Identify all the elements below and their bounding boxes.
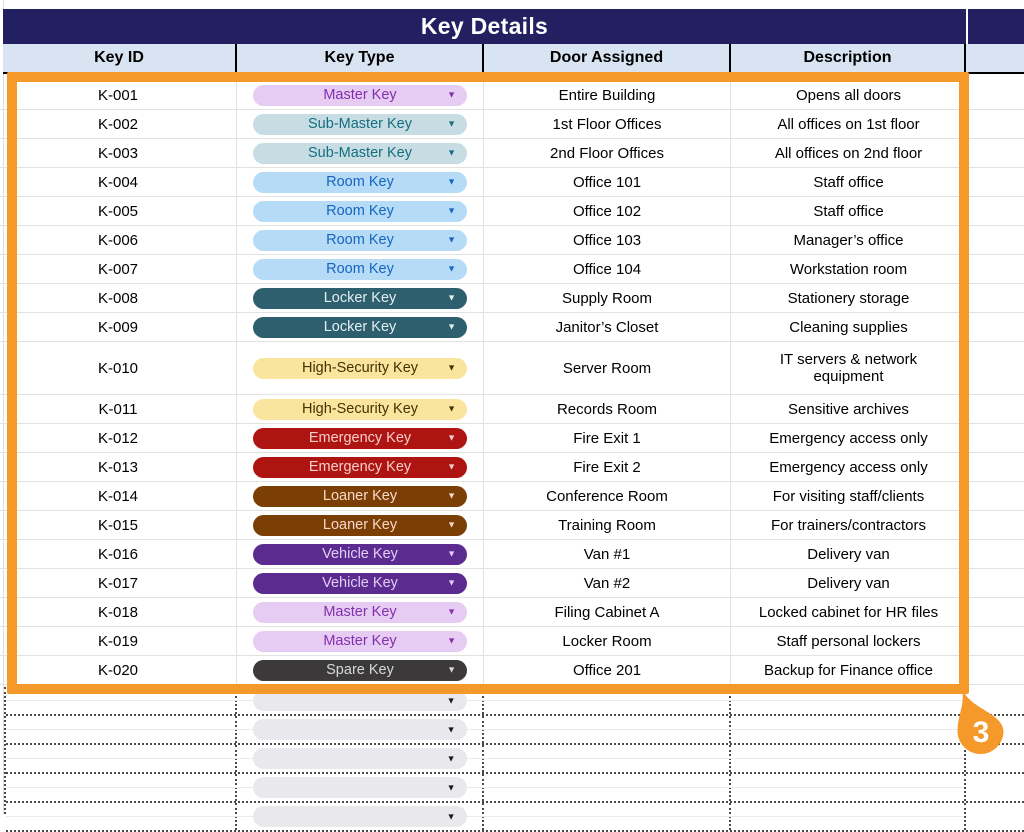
table-body bbox=[0, 81, 1024, 685]
key-type-dropdown[interactable] bbox=[253, 172, 467, 193]
key-type-dropdown[interactable] bbox=[253, 806, 467, 827]
table-row bbox=[0, 139, 1024, 168]
sheet-gridline bbox=[6, 729, 963, 730]
key-id-cell: K-019 bbox=[0, 627, 237, 655]
door-assigned-cell: Office 101 bbox=[484, 168, 731, 196]
table-row bbox=[0, 197, 1024, 226]
description-cell bbox=[731, 139, 966, 167]
key-type-dropdown[interactable] bbox=[253, 544, 467, 565]
key-type-cell bbox=[237, 687, 484, 714]
description-text: All offices on 2nd floor bbox=[774, 144, 923, 162]
description-cell bbox=[731, 110, 966, 138]
column-header-row bbox=[3, 44, 1024, 74]
key-type-dropdown[interactable] bbox=[253, 288, 467, 309]
key-type-dropdown[interactable] bbox=[253, 486, 467, 507]
dropdown-arrow-icon: ▼ bbox=[447, 176, 456, 187]
key-type-cell bbox=[237, 424, 484, 452]
description-cell bbox=[731, 569, 966, 597]
key-type-label: Emergency Key bbox=[308, 430, 412, 446]
key-type-label: Locker Key bbox=[323, 290, 397, 306]
door-assigned-cell: Entire Building bbox=[484, 81, 731, 109]
key-type-cell bbox=[237, 342, 484, 394]
description-text: For visiting staff/clients bbox=[772, 487, 925, 505]
key-type-label: Loaner Key bbox=[322, 517, 398, 533]
description-text: For trainers/contractors bbox=[770, 516, 927, 534]
key-type-cell bbox=[237, 139, 484, 167]
dropdown-arrow-icon: ▼ bbox=[447, 461, 456, 472]
key-id-cell: K-014 bbox=[0, 482, 237, 510]
dropdown-arrow-icon: ▼ bbox=[447, 234, 456, 245]
table-row bbox=[0, 482, 1024, 511]
description-text: IT servers & network equipment bbox=[779, 351, 918, 385]
key-type-label: Sub-Master Key bbox=[308, 145, 412, 161]
dropdown-arrow-icon: ▼ bbox=[447, 548, 456, 559]
key-id-cell: K-002 bbox=[0, 110, 237, 138]
dropdown-arrow-icon: ▼ bbox=[447, 263, 456, 274]
column-header-key-id: Key ID bbox=[3, 44, 237, 72]
overflow-cell bbox=[966, 482, 1024, 510]
key-id-cell: K-013 bbox=[0, 453, 237, 481]
overflow-cell bbox=[966, 226, 1024, 254]
key-id-cell: K-009 bbox=[0, 313, 237, 341]
table-row bbox=[0, 81, 1024, 110]
key-type-dropdown[interactable] bbox=[253, 631, 467, 652]
door-assigned-cell: 2nd Floor Offices bbox=[484, 139, 731, 167]
table-title: Key Details bbox=[420, 13, 549, 39]
key-type-label: Master Key bbox=[323, 604, 397, 620]
table-row bbox=[0, 424, 1024, 453]
description-text: Backup for Finance office bbox=[764, 661, 933, 679]
key-type-dropdown[interactable] bbox=[253, 230, 467, 251]
description-cell bbox=[731, 627, 966, 655]
key-type-label: Room Key bbox=[326, 174, 394, 190]
table-row bbox=[0, 453, 1024, 482]
key-type-dropdown[interactable] bbox=[253, 602, 467, 623]
column-header-key-type: Key Type bbox=[237, 44, 484, 72]
key-type-dropdown[interactable] bbox=[253, 259, 467, 280]
overflow-cell bbox=[966, 81, 1024, 109]
empty-table-row bbox=[6, 774, 1024, 803]
key-type-dropdown[interactable] bbox=[253, 358, 467, 379]
door-assigned-cell: Fire Exit 1 bbox=[484, 424, 731, 452]
key-type-dropdown[interactable] bbox=[253, 748, 467, 769]
dropdown-arrow-icon: ▼ bbox=[447, 606, 456, 617]
key-type-cell bbox=[237, 81, 484, 109]
description-cell bbox=[731, 511, 966, 539]
overflow-cell bbox=[966, 511, 1024, 539]
table-row bbox=[0, 656, 1024, 685]
key-type-cell bbox=[237, 716, 484, 743]
key-type-label: Emergency Key bbox=[308, 459, 412, 475]
key-type-label: Room Key bbox=[326, 203, 394, 219]
door-assigned-cell: Office 201 bbox=[484, 656, 731, 684]
key-id-cell: K-016 bbox=[0, 540, 237, 568]
key-id-cell: K-003 bbox=[0, 139, 237, 167]
dropdown-arrow-icon: ▼ bbox=[446, 724, 456, 734]
door-assigned-cell: Janitor’s Closet bbox=[484, 313, 731, 341]
description-text: Staff office bbox=[813, 173, 884, 191]
table-row bbox=[0, 540, 1024, 569]
door-assigned-cell: Fire Exit 2 bbox=[484, 453, 731, 481]
description-text: Delivery van bbox=[807, 545, 890, 563]
table-row bbox=[0, 226, 1024, 255]
column-header-extra bbox=[966, 44, 1024, 72]
key-type-label: Locker Key bbox=[323, 319, 397, 335]
description-cell bbox=[731, 540, 966, 568]
overflow-cell bbox=[966, 656, 1024, 684]
key-type-dropdown[interactable] bbox=[253, 428, 467, 449]
key-id-cell: K-020 bbox=[0, 656, 237, 684]
key-type-dropdown[interactable] bbox=[253, 777, 467, 798]
door-assigned-cell: Server Room bbox=[484, 342, 731, 394]
key-type-dropdown[interactable] bbox=[253, 660, 467, 681]
overflow-cell bbox=[966, 569, 1024, 597]
overflow-cell bbox=[966, 139, 1024, 167]
table-row bbox=[0, 569, 1024, 598]
key-type-label: High-Security Key bbox=[301, 401, 419, 417]
key-type-cell bbox=[237, 168, 484, 196]
overflow-cell bbox=[966, 627, 1024, 655]
empty-table-row bbox=[6, 745, 1024, 774]
door-assigned-cell: Office 102 bbox=[484, 197, 731, 225]
dropdown-arrow-icon: ▼ bbox=[447, 664, 456, 675]
overflow-cell bbox=[966, 342, 1024, 394]
dropdown-arrow-icon: ▼ bbox=[446, 782, 456, 792]
empty-table-row bbox=[6, 716, 1024, 745]
description-text: Manager’s office bbox=[793, 231, 904, 249]
description-text: Staff office bbox=[813, 202, 884, 220]
annotation-badge bbox=[954, 686, 1007, 763]
description-cell bbox=[731, 395, 966, 423]
table-row bbox=[0, 168, 1024, 197]
key-id-cell: K-017 bbox=[0, 569, 237, 597]
door-assigned-cell: Training Room bbox=[484, 511, 731, 539]
door-assigned-cell: Office 104 bbox=[484, 255, 731, 283]
key-id-cell: K-006 bbox=[0, 226, 237, 254]
description-cell bbox=[731, 226, 966, 254]
key-type-cell bbox=[237, 598, 484, 626]
dropdown-arrow-icon: ▼ bbox=[447, 403, 456, 414]
key-type-cell bbox=[237, 569, 484, 597]
key-type-label: Room Key bbox=[326, 232, 394, 248]
dropdown-arrow-icon: ▼ bbox=[447, 147, 456, 158]
key-type-cell bbox=[237, 774, 484, 801]
key-id-cell: K-011 bbox=[0, 395, 237, 423]
badge-number: 3 bbox=[972, 716, 990, 749]
key-type-dropdown[interactable] bbox=[253, 457, 467, 478]
key-type-cell bbox=[237, 627, 484, 655]
table-row bbox=[0, 511, 1024, 540]
overflow-cell bbox=[966, 424, 1024, 452]
description-text: Emergency access only bbox=[769, 458, 928, 476]
key-type-label: Room Key bbox=[326, 261, 394, 277]
key-type-dropdown[interactable] bbox=[253, 317, 467, 338]
dropdown-arrow-icon: ▼ bbox=[446, 695, 456, 705]
dropdown-arrow-icon: ▼ bbox=[446, 753, 456, 763]
table-row bbox=[0, 342, 1024, 395]
dropdown-arrow-icon: ▼ bbox=[447, 321, 456, 332]
key-type-dropdown[interactable] bbox=[253, 143, 467, 164]
key-type-cell bbox=[237, 110, 484, 138]
sheet-gridline bbox=[6, 787, 963, 788]
key-type-cell bbox=[237, 255, 484, 283]
description-text: Stationery storage bbox=[787, 289, 910, 307]
key-id-cell: K-008 bbox=[0, 284, 237, 312]
table-row bbox=[0, 110, 1024, 139]
key-type-dropdown[interactable] bbox=[253, 85, 467, 106]
overflow-cell bbox=[966, 803, 1024, 830]
overflow-cell bbox=[966, 110, 1024, 138]
dropdown-arrow-icon: ▼ bbox=[447, 292, 456, 303]
dropdown-arrow-icon: ▼ bbox=[447, 432, 456, 443]
dropdown-arrow-icon: ▼ bbox=[447, 205, 456, 216]
key-id-cell: K-015 bbox=[0, 511, 237, 539]
description-cell bbox=[731, 342, 966, 394]
key-type-cell bbox=[237, 453, 484, 481]
description-text: Emergency access only bbox=[769, 429, 928, 447]
description-cell bbox=[731, 424, 966, 452]
description-cell bbox=[731, 313, 966, 341]
key-type-dropdown[interactable] bbox=[253, 719, 467, 740]
dropdown-arrow-icon: ▼ bbox=[447, 362, 456, 373]
key-type-label: Loaner Key bbox=[322, 488, 398, 504]
door-assigned-cell: 1st Floor Offices bbox=[484, 110, 731, 138]
key-type-cell bbox=[237, 313, 484, 341]
overflow-cell bbox=[966, 395, 1024, 423]
description-cell bbox=[731, 656, 966, 684]
title-column-divider bbox=[966, 9, 968, 44]
description-text: Workstation room bbox=[789, 260, 908, 278]
key-type-label: Spare Key bbox=[326, 662, 394, 678]
sheet-gridline bbox=[6, 700, 963, 701]
key-type-label: High-Security Key bbox=[301, 360, 419, 376]
key-type-cell bbox=[237, 482, 484, 510]
key-id-cell: K-012 bbox=[0, 424, 237, 452]
table-row bbox=[0, 284, 1024, 313]
description-cell bbox=[731, 255, 966, 283]
key-type-dropdown[interactable] bbox=[253, 515, 467, 536]
key-type-cell bbox=[237, 197, 484, 225]
key-type-dropdown[interactable] bbox=[253, 399, 467, 420]
overflow-cell bbox=[966, 453, 1024, 481]
key-type-cell bbox=[237, 803, 484, 830]
door-assigned-cell: Records Room bbox=[484, 395, 731, 423]
key-type-cell bbox=[237, 656, 484, 684]
description-cell bbox=[731, 453, 966, 481]
table-row bbox=[0, 395, 1024, 424]
dropdown-arrow-icon: ▼ bbox=[447, 635, 456, 646]
dropdown-arrow-icon: ▼ bbox=[447, 519, 456, 530]
description-text: Staff personal lockers bbox=[776, 632, 921, 650]
empty-table-rows bbox=[4, 687, 1024, 821]
key-type-label: Sub-Master Key bbox=[308, 116, 412, 132]
overflow-cell bbox=[966, 598, 1024, 626]
empty-table-row bbox=[6, 803, 1024, 832]
table-row bbox=[0, 255, 1024, 284]
overflow-cell bbox=[966, 540, 1024, 568]
door-assigned-cell: Filing Cabinet A bbox=[484, 598, 731, 626]
sheet-gridline bbox=[6, 816, 963, 817]
description-cell bbox=[731, 197, 966, 225]
key-id-cell: K-005 bbox=[0, 197, 237, 225]
description-cell bbox=[731, 284, 966, 312]
overflow-cell bbox=[966, 774, 1024, 801]
description-text: Cleaning supplies bbox=[789, 318, 908, 336]
key-type-label: Vehicle Key bbox=[322, 546, 398, 562]
door-assigned-cell: Van #1 bbox=[484, 540, 731, 568]
key-type-cell bbox=[237, 511, 484, 539]
description-text: Locked cabinet for HR files bbox=[758, 603, 939, 621]
door-assigned-cell: Locker Room bbox=[484, 627, 731, 655]
key-type-cell bbox=[237, 284, 484, 312]
table-row bbox=[0, 313, 1024, 342]
overflow-cell bbox=[966, 197, 1024, 225]
key-id-cell: K-007 bbox=[0, 255, 237, 283]
key-type-dropdown[interactable] bbox=[253, 690, 467, 711]
key-id-cell: K-018 bbox=[0, 598, 237, 626]
column-header-door-assigned: Door Assigned bbox=[484, 44, 731, 72]
table-row bbox=[0, 598, 1024, 627]
description-text: Sensitive archives bbox=[788, 400, 909, 418]
key-type-dropdown[interactable] bbox=[253, 114, 467, 135]
dropdown-arrow-icon: ▼ bbox=[447, 490, 456, 501]
description-cell bbox=[731, 598, 966, 626]
description-text: Opens all doors bbox=[795, 86, 902, 104]
dropdown-arrow-icon: ▼ bbox=[447, 577, 456, 588]
key-id-cell: K-010 bbox=[0, 342, 237, 394]
key-type-dropdown[interactable] bbox=[253, 573, 467, 594]
column-header-description: Description bbox=[731, 44, 966, 72]
dropdown-arrow-icon: ▼ bbox=[446, 811, 456, 821]
key-id-cell: K-001 bbox=[0, 81, 237, 109]
overflow-cell bbox=[966, 255, 1024, 283]
table-row bbox=[0, 627, 1024, 656]
description-cell bbox=[731, 81, 966, 109]
key-type-cell bbox=[237, 540, 484, 568]
key-type-cell bbox=[237, 745, 484, 772]
overflow-cell bbox=[966, 284, 1024, 312]
sheet-gridline bbox=[6, 758, 963, 759]
key-type-label: Master Key bbox=[323, 633, 397, 649]
description-text: Delivery van bbox=[807, 574, 890, 592]
key-id-cell: K-004 bbox=[0, 168, 237, 196]
door-assigned-cell: Conference Room bbox=[484, 482, 731, 510]
key-type-cell bbox=[237, 226, 484, 254]
description-cell bbox=[731, 168, 966, 196]
dropdown-arrow-icon: ▼ bbox=[447, 89, 456, 100]
empty-table-row bbox=[6, 687, 1024, 716]
key-type-label: Master Key bbox=[323, 87, 397, 103]
key-type-label: Vehicle Key bbox=[322, 575, 398, 591]
overflow-cell bbox=[966, 168, 1024, 196]
table-title-bar bbox=[3, 9, 1024, 44]
description-text: All offices on 1st floor bbox=[777, 115, 920, 133]
key-type-cell bbox=[237, 395, 484, 423]
teardrop-marker-icon bbox=[954, 686, 1007, 758]
dropdown-arrow-icon: ▼ bbox=[447, 118, 456, 129]
door-assigned-cell: Van #2 bbox=[484, 569, 731, 597]
door-assigned-cell: Office 103 bbox=[484, 226, 731, 254]
door-assigned-cell: Supply Room bbox=[484, 284, 731, 312]
overflow-cell bbox=[966, 313, 1024, 341]
description-cell bbox=[731, 482, 966, 510]
key-type-dropdown[interactable] bbox=[253, 201, 467, 222]
